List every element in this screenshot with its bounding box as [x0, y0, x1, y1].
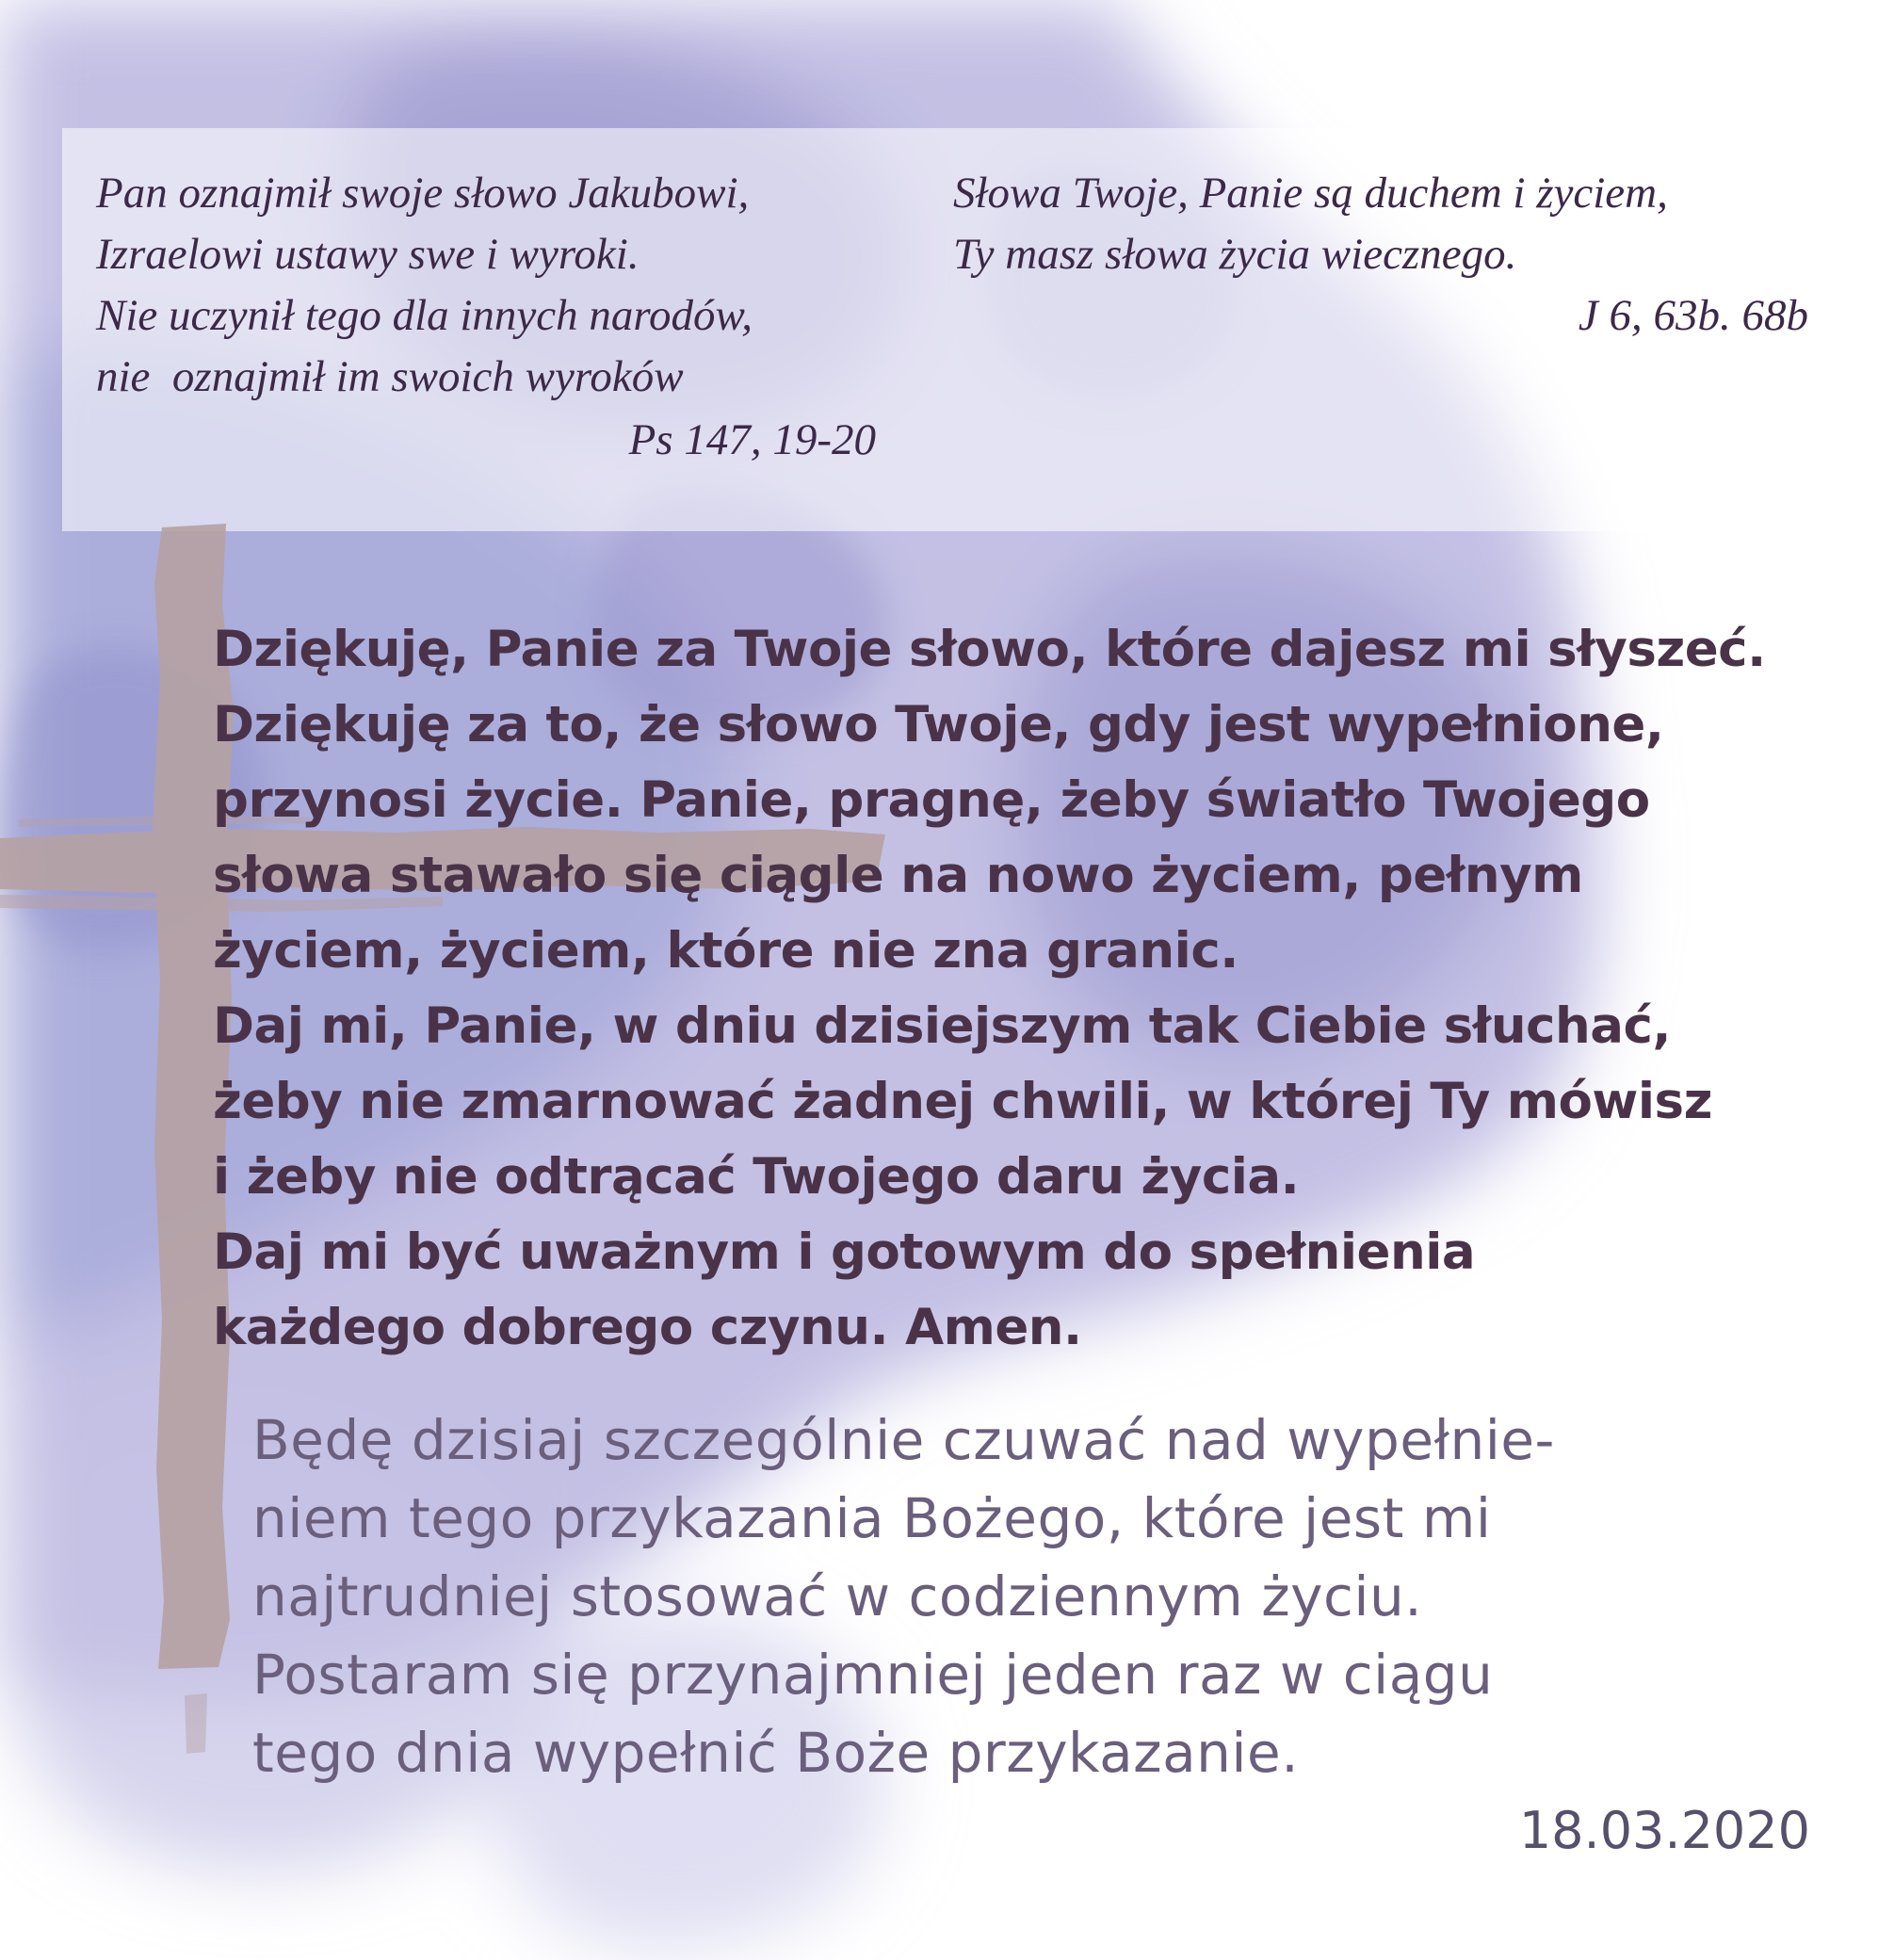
verse-left — [96, 163, 876, 471]
prayer-text — [213, 612, 1852, 1366]
verse-left-line: nie oznajmił im swoich wyroków — [96, 352, 684, 401]
prayer-line: przynosi życie. Panie, pragnę, żeby światło Twojego — [213, 771, 1650, 829]
verse-right — [953, 163, 1808, 347]
resolution-line: tego dnia wypełnić Boże przykazanie. — [252, 1721, 1300, 1785]
prayer-line: i żeby nie odtrącać Twojego daru życia. — [213, 1148, 1300, 1206]
prayer-line: życiem, życiem, które nie zna granic. — [213, 922, 1239, 980]
verse-left-reference: Ps 147, 19-20 — [628, 415, 876, 464]
resolution-text — [252, 1401, 1854, 1792]
verse-right-line: Ty masz słowa życia wiecznego. — [953, 230, 1517, 279]
verse-left-line: Izraelowi ustawy swe i wyroki. — [96, 230, 639, 279]
prayer-line: każdego dobrego czynu. Amen. — [213, 1299, 1082, 1356]
prayer-line: Dziękuję za to, że słowo Twoje, gdy jest wypełnione, — [213, 696, 1664, 753]
prayer-line: Daj mi być uważnym i gotowym do spełnienia — [213, 1223, 1476, 1281]
prayer-line: żeby nie zmarnować żadnej chwili, w której Ty mówisz — [213, 1073, 1712, 1130]
prayer-line: Daj mi, Panie, w dniu dzisiejszym tak Ciebie słuchać, — [213, 997, 1672, 1055]
resolution-line: Postaram się przynajmniej jeden raz w ciągu — [252, 1643, 1494, 1707]
resolution-line: Będę dzisiaj szczególnie czuwać nad wypełnie- — [252, 1408, 1555, 1472]
prayer-line: Dziękuję, Panie za Twoje słowo, które dajesz mi słyszeć. — [213, 621, 1766, 678]
date-label: 18.03.2020 — [1518, 1801, 1810, 1860]
resolution-line: najtrudniej stosować w codziennym życiu. — [252, 1564, 1423, 1628]
verse-left-line: Pan oznajmił swoje słowo Jakubowi, — [96, 169, 750, 218]
verse-left-line: Nie uczynił tego dla innych narodów, — [96, 291, 753, 340]
verse-right-line: Słowa Twoje, Panie są duchem i życiem, — [953, 169, 1668, 218]
verse-right-reference: J 6, 63b. 68b — [1578, 291, 1808, 340]
resolution-line: niem tego przykazania Bożego, które jest mi — [252, 1486, 1492, 1550]
prayer-line: słowa stawało się ciągle na nowo życiem, pełnym — [213, 847, 1583, 904]
